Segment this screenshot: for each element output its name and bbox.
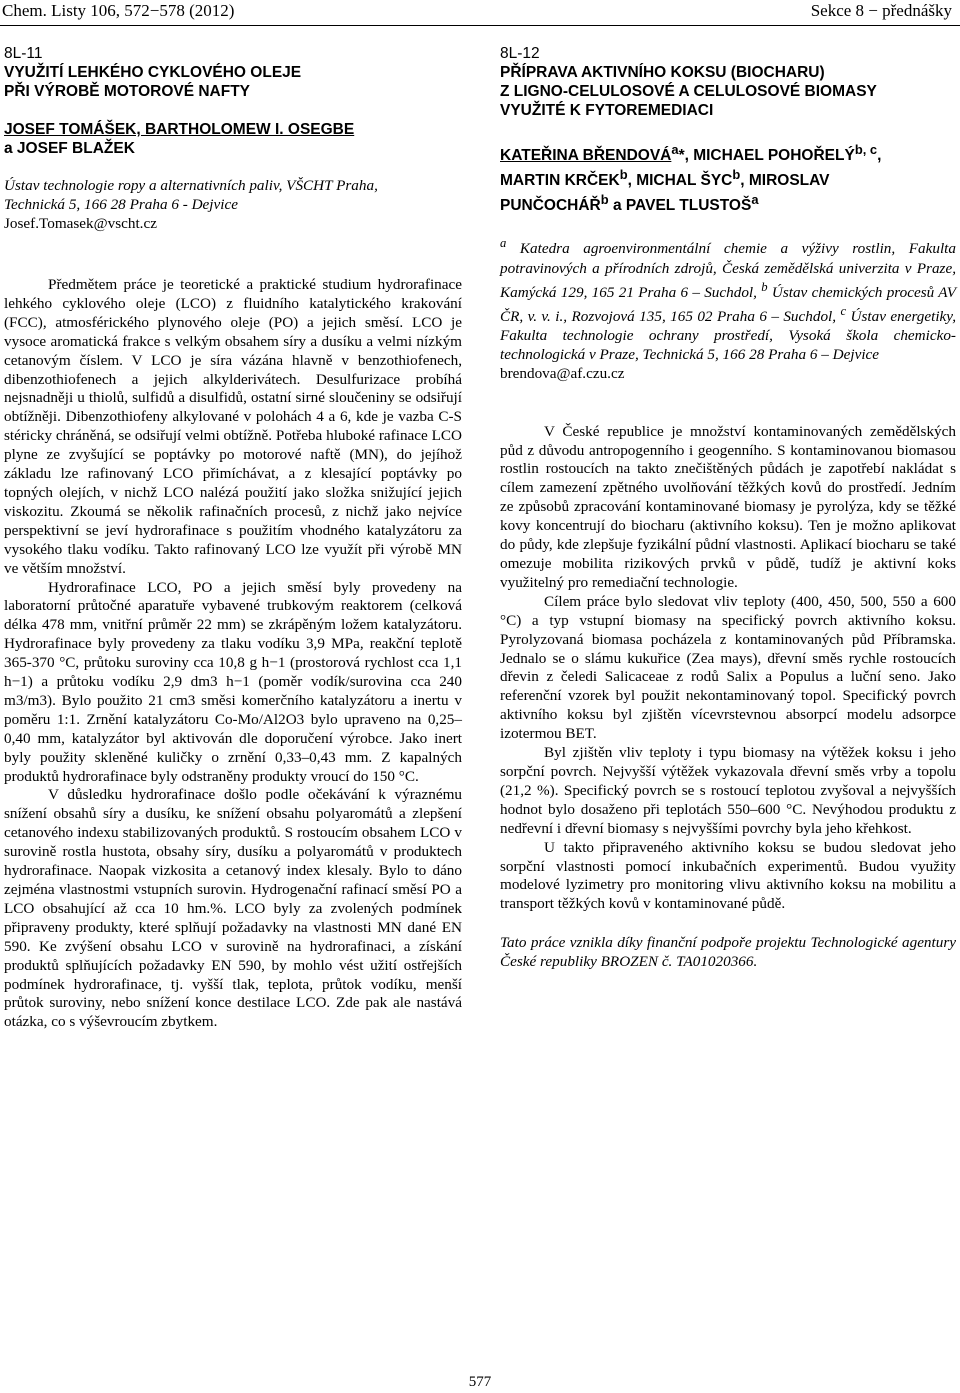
affiliation-text: Ústav chemických procesů AV ČR, v. v. i., Rozvojová 135, 165 02 Praha 6 – Suchdol, (500, 283, 957, 325)
affiliation-text: Katedra agroenvironmentální chemie a výživy rostlin, Fakulta potravinových a přírodních zdrojů, Česká zemědělská univerzita v Praze, Kamýcká 129, 165 21 Praha 6 – Suchdol, (500, 240, 956, 301)
authors-line: JOSEF TOMÁŠEK, BARTHOLOMEW I. OSEGBE (4, 121, 355, 138)
article-affiliation (500, 234, 956, 363)
body-paragraph: Cílem práce bylo sledovat vliv teploty (400, 450, 500, 550 a 600 °C) a typ vstupní biomasy na specifický povrch aktivního koksu. Pyrolyzovaná biomasa pocházela z kontaminovaných půd Příbramska. Jednalo se o slámu kukuřice (Zea mays), dřevní směs rychle rostoucích dřevin z čeledi Salicaceae z rodů Salix a Populus a luční seno. Jako referenční vzorek byl použit nekontaminovaný topol. Specifický povrch aktivního koksu byl zjištěn vícevrstevnou absorpcí modelu adsorpce izotermou BET. (500, 592, 956, 743)
article-8l-11 (4, 44, 462, 1032)
authors-line: a JOSEF BLAŽEK (4, 140, 135, 157)
body-paragraph: V důsledku hydrorafinace došlo podle očekávání k výraznému snížení obsahů síry a dusíku, ke snížení obsahu polyaromátů a zlepšení cetanového indexu stabilizovaných produktů. S rostoucím obsahem LCO v surovině rostla hustota, obsahy síry, dusíku a polyaromátů v produktech hydrorafinace. Naopak vizkosita a cetanový index klesaly. Bylo to dáno zejména vlastnostmi vstupních surovin. Hydrogenační rafinací směsí PO a LCO obsahující až cca 10 hm.%. LCO byly za zvolených podmínek připraveny produkty, které splňují požadavky na vlastnosti MN dané EN 590. Ke zvýšení obsahu LCO v surovině na hydrorafinaci, a získání produktů splňujících požadavky EN 590, by mohlo vést užití ostřejších podmínek hydrorafinace, tj. vyšší tlak, teplota, průtok vodíku, menší průtok suroviny, nebo snížení konce destilace LCO. Zde pak ale nastává otázka, co s výševroucím zbytkem. (4, 786, 462, 1031)
affiliation-text: Ústav energetiky, Fakulta technologie ochrany prostředí, Vysoká škola chemicko-technologická v Praze, Technická 5, 166 28 Praha 6 – Dejvice (500, 307, 957, 363)
author-email: Josef.Tomasek@vscht.cz (4, 215, 157, 232)
authors-line (500, 165, 956, 190)
article-title (4, 63, 462, 101)
author-name: MARTIN KRČEK (500, 172, 620, 190)
article-body (4, 276, 462, 1032)
page-number: 577 (468, 1374, 492, 1390)
article-authors (4, 120, 462, 158)
affiliation-mark: b (761, 279, 768, 294)
acknowledgement: Tato práce vznikla díky finanční podpoře projektu Technologické agentury České republiky BROZEN č. TA01020366. (500, 934, 956, 971)
title-line: Z LIGNO-CELULOSOVÉ A CELULOSOVÉ BIOMASY (500, 83, 877, 100)
article-affiliation (4, 176, 462, 214)
journal-citation: Chem. Listy 106, 572−578 (2012) (2, 1, 235, 20)
title-line: VYUŽITÉ K FYTOREMEDIACI (500, 102, 714, 119)
affiliation-mark: a (751, 192, 759, 208)
article-8l-12 (500, 44, 956, 972)
author-name: PUNČOCHÁŘ (500, 197, 601, 215)
author-name: , MICHAL ŠYC (627, 172, 733, 190)
affiliation-mark: b, c (854, 142, 878, 157)
affiliation-mark: a (671, 142, 679, 157)
author-email: brendova@af.czu.cz (500, 364, 625, 382)
author-name: a PAVEL TLUSTOŠ (608, 197, 752, 215)
article-title (500, 63, 956, 120)
authors-line (500, 140, 956, 165)
affiliation-mark: b (619, 167, 628, 183)
author-name: , MIROSLAV (740, 172, 830, 190)
running-header (0, 0, 960, 26)
article-code: 8L-12 (500, 45, 540, 62)
body-paragraph: Předmětem práce je teoretické a praktické studium hydrorafinace lehkého cyklového oleje (LCO) z fluidního katalytického krakování (FCC), atmosférického plynového oleje (PO) a jejich směsí. LCO je vysoce aromatická frakce s velkým obsahem síry a dusíku a velmi nízkým cetanovým číslem. V LCO je síra vázána hlavně v benzothiofenech, dibenzothiofenech a jejich alkylderivátech. Desulfurizace probíhá nejsnadněji u thiolů, sulfidů a disulfidů, ostatní sirné sloučeniny se odsiřují obtížněji. Dibenzothiofeny alkylované v polohách 4 a 6, kde je vazba C-S stéricky chráněná, se odsiřují velmi obtížně. Potřeba hluboké rafinace LCO plyne ze zvyšující se poptávky po motorové naftě (MN), do jejíhož základu lze rafinovaný LCO přimíchávat, a z klesající poptávky po topných olejích, v nichž LCO nalézá použití jako složka snižující jejich viskozitu. Zkoumá se několik rafinačních procesů, z nichž jako nejvíce perspektivní se jeví hydrorafinace s použitím vhodného katalyzátoru za vysokého tlaku vodíku. Takto rafinovaný LCO lze využít při výrobě MN ve větším množství. (4, 276, 462, 577)
section-label: Sekce 8 − přednášky (810, 1, 952, 20)
authors-line (500, 190, 956, 215)
author-name: *, MICHAEL POHOŘELÝ (678, 147, 855, 165)
affiliation-mark: c (840, 303, 847, 318)
article-body (500, 423, 956, 915)
body-paragraph: U takto připraveného aktivního koksu se budou sledovat jeho sorpční vlastnosti pomocí inkubačních experimentů. Budou využity modelové lyzimetry pro monitoring vlivu aktivního koksu na mobilitu a transport těžkých kovů v kontaminované půdě. (500, 838, 956, 913)
title-line: PŘÍPRAVA AKTIVNÍHO KOKSU (BIOCHARU) (500, 64, 825, 81)
body-paragraph: Hydrorafinace LCO, PO a jejich směsí byly provedeny na laboratorní průtočné aparatuře vybavené trubkovým reaktorem (celková délka 478 mm, vnitřní průměr 22 mm) se zkrápěným ložem katalyzátoru. Hydrorafinace byly provedeny za tlaku vodíku 3,9 MPa, reakční teplotě 365-370 °C, průtoku suroviny cca 10,8 g h−1 (prostorová rychlost cca 1,1 h−1) a průtoku vodíku 2,9 dm3 h−1 (poměr vodík/surovina cca 240 m3/m3). Bylo použito 21 cm3 směsi komerčního katalyzátoru a inertu v poměru 1:1. Zrnění katalyzátoru Co-Mo/Al2O3 bylo upraveno na 0,25–0,40 mm, katalyzátor byl aktivován dle doporučení výrobce. Jako inert byly použity skleněné kuličky o zrnění 0,33–0,43 mm. Z kapalných produktů hydrorafinace byly odstraněny produkty vroucí do 150 °C. (4, 578, 462, 785)
article-code: 8L-11 (4, 45, 43, 62)
affiliation-mark: b (732, 167, 741, 183)
body-paragraph: V České republice je množství kontaminovaných zemědělských půd z důvodu antropogenního i geogenního. S kontaminovanou biomasou rostlin rostoucích na takto znečištěných půdách je zapotřebí nakládat s cílem zamezení zpětného uvolňování těžkých kovů do prostředí. Jedním ze způsobů zpracování kontaminované biomasy je pyrolýza, kdy se těžké kovy koncentrují do biocharu (aktivního koksu). Ten je možno aplikovat do půdy, kde zlepšuje fyzikální půdní vlastnosti. Aplikací biocharu se také omezuje mobilita rizikových prvků v půdě, tudíž je aktivní koks využitelný pro remediační technologie. (500, 422, 956, 591)
title-line: PŘI VÝROBĚ MOTOROVÉ NAFTY (4, 83, 251, 100)
article-authors (500, 140, 956, 215)
affiliation-line: Ústav technologie ropy a alternativních paliv, VŠCHT Praha, (4, 177, 378, 194)
affiliation-mark: b (600, 192, 609, 208)
separator: , (877, 147, 882, 165)
body-paragraph: Byl zjištěn vliv teploty i typu biomasy na výtěžek koksu i jeho sorpční povrch. Nejvyšší výtěžek vykazovala dřevní směs vrby a topolu (21,2 %). Specifický povrch se s rostoucí teplotou zvyšoval a nejvyšších hodnot bylo dosaženo při teplotách 550–600 °C. Nevýhodou produktu z nedřevní i dřevní biomasy s nejvyššími povrchy byla jeho křehkost. (500, 744, 956, 837)
title-line: VYUŽITÍ LEHKÉHO CYKLOVÉHO OLEJE (4, 64, 302, 81)
affiliation-mark: a (500, 236, 507, 251)
presenting-author: KATEŘINA BŘENDOVÁ (500, 147, 672, 165)
header-rule (0, 25, 960, 26)
affiliation-line: Technická 5, 166 28 Praha 6 - Dejvice (4, 196, 238, 213)
